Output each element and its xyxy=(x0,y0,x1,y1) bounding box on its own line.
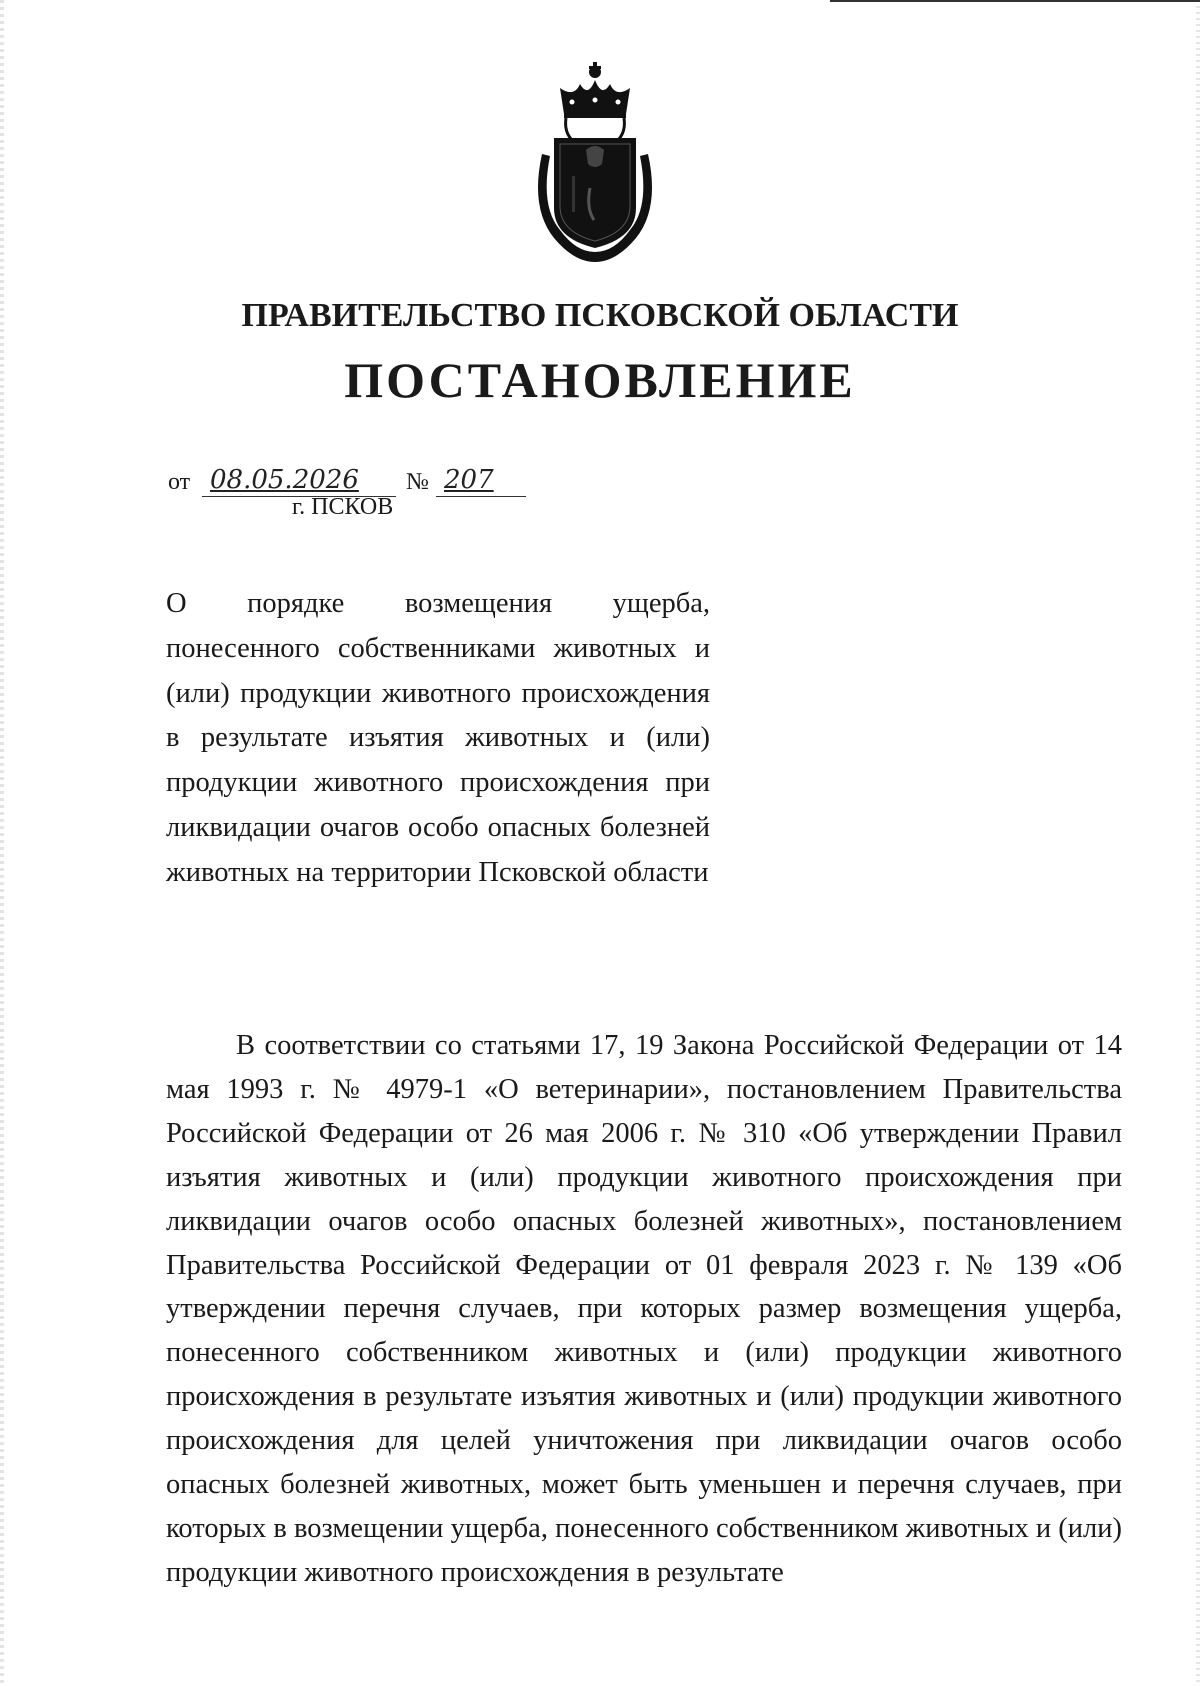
document-type: ПОСТАНОВЛЕНИЕ xyxy=(344,352,856,408)
city-label: г. ПСКОВ xyxy=(292,494,394,520)
document-subject: О порядке возмещения ущерба, понесенного собственниками животных и (или) продукции животного происхождения в результате изъятия животных и (или) продукции животного происхождения при ликвидации очагов особо опасных болезней животных на территории Псковской области xyxy=(166,588,710,888)
scan-edge-right xyxy=(1196,0,1200,1686)
number-prefix: № xyxy=(406,469,429,495)
scan-edge-left xyxy=(0,0,4,1686)
number-field: 207 xyxy=(436,463,526,497)
date-field: 08.05.2026 xyxy=(202,463,396,497)
body-paragraph: В соответствии со статьями 17, 19 Закона Российской Федерации от 14 мая 1993 г. № 4979-1 «О ветеринарии», постановлением Правительства Российской Федерации от 26 мая 2006 г. № 310 «Об утверждении Правил изъятия животных и (или) продукции животного происхождения при ликвидации очагов особо опасных болезней животных», постановлением Правительства Российской Федерации от 01 февраля 2023 г. № 139 «Об утверждении перечня случаев, при которых размер возмещения ущерба, понесенного собственником животных и (или) продукции животного происхождения в результате изъятия животных и (или) продукции животного происхождения для целей уничтожения при ликвидации очагов особо опасных болезней животных, может быть уменьшен и перечня случаев, при которых в возмещении ущерба, понесенного собственником животных и (или) продукции животного происхождения в результате xyxy=(166,1030,1122,1588)
org-title: ПРАВИТЕЛЬСТВО ПСКОВСКОЙ ОБЛАСТИ xyxy=(241,297,959,334)
coat-of-arms-icon xyxy=(528,58,662,266)
top-rule xyxy=(830,0,1200,2)
date-prefix: от xyxy=(168,469,191,495)
